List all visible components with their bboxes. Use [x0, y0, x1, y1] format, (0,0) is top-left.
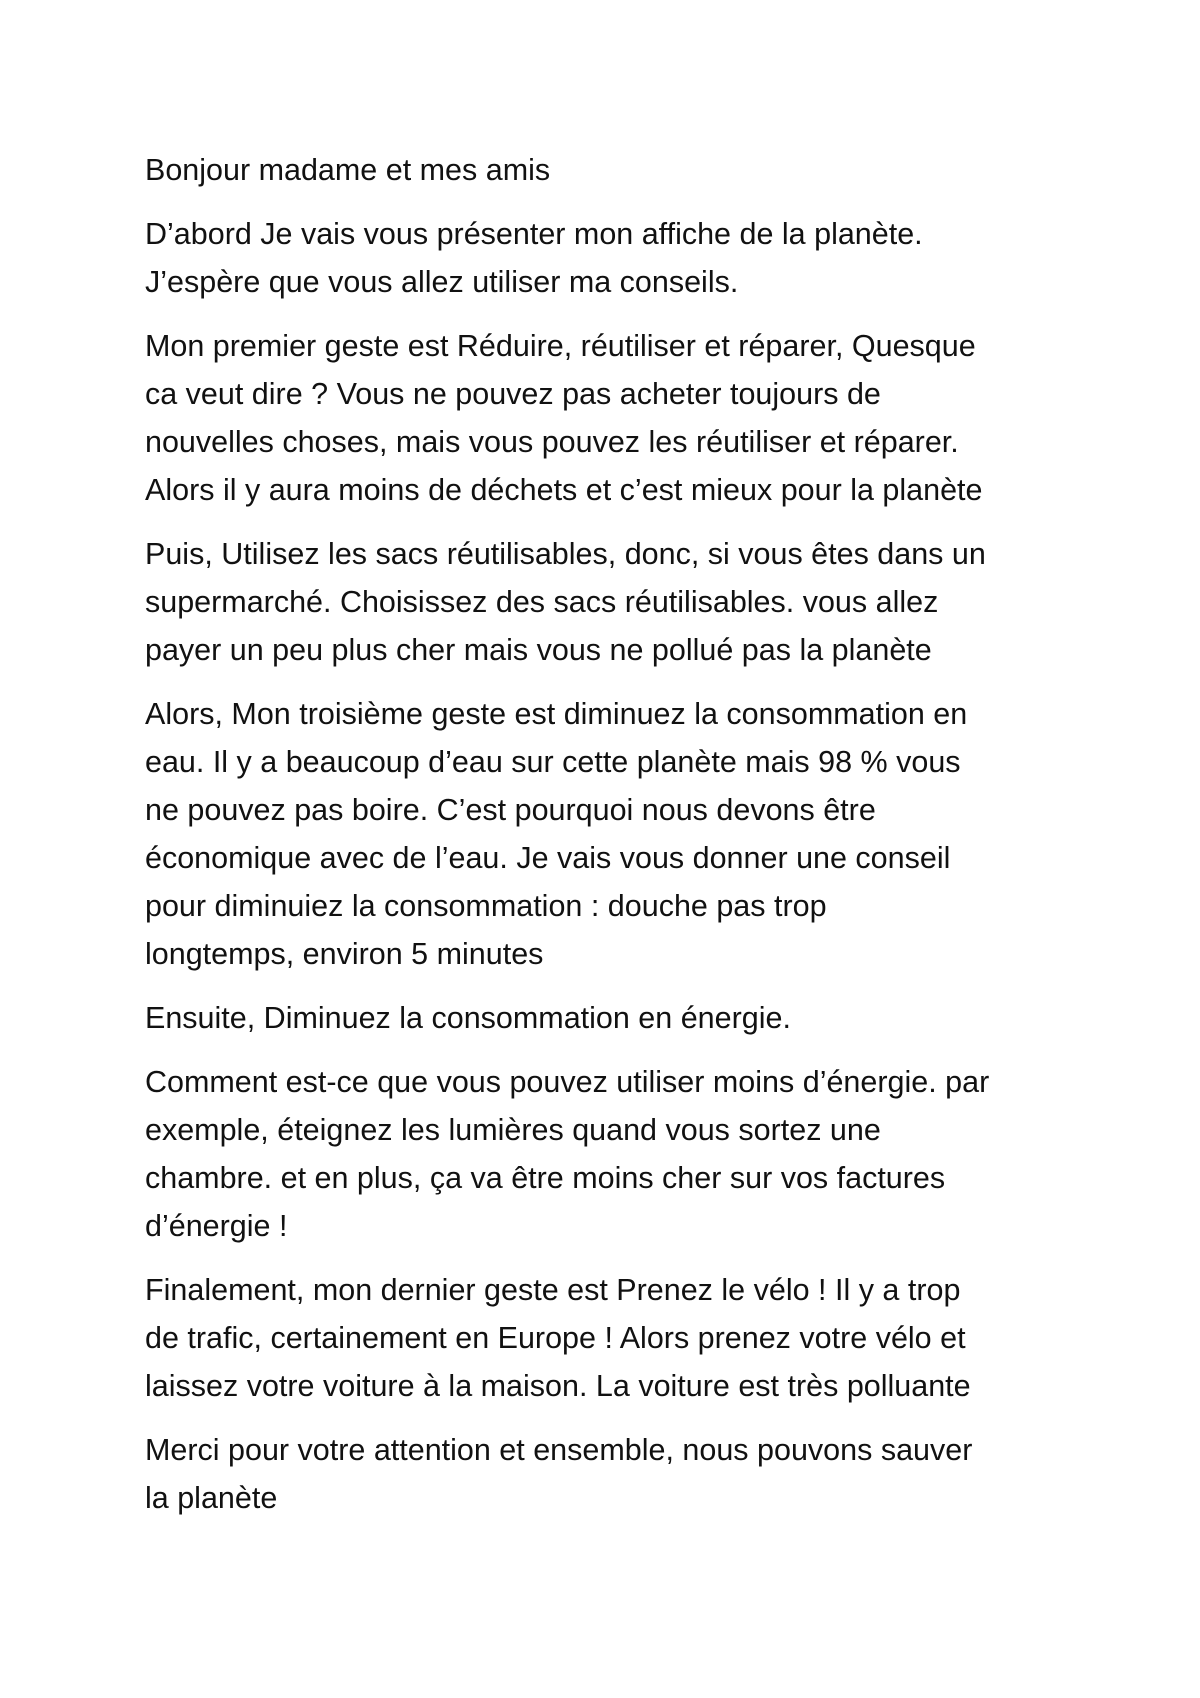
text-line: de trafic, certainement en Europe ! Alors prenez votre vélo et: [145, 1321, 966, 1355]
text-line: nouvelles choses, mais vous pouvez les réutiliser et réparer.: [145, 425, 959, 459]
text-line: Merci pour votre attention et ensemble, nous pouvons sauver: [145, 1433, 973, 1467]
text-line: supermarché. Choisissez des sacs réutilisables. vous allez: [145, 585, 939, 619]
text-line: économique avec de l’eau. Je vais vous donner une conseil: [145, 841, 951, 875]
text-line: D’abord Je vais vous présenter mon affiche de la planète.: [145, 217, 923, 251]
text-line: laissez votre voiture à la maison. La voiture est très polluante: [145, 1369, 971, 1403]
text-line: payer un peu plus cher mais vous ne pollué pas la planète: [145, 633, 932, 667]
paragraph-closing: [145, 1426, 1090, 1522]
text-line: Ensuite, Diminuez la consommation en énergie.: [145, 1001, 791, 1035]
text-line: Alors, Mon troisième geste est diminuez la consommation en: [145, 697, 968, 731]
text-line: Alors il y aura moins de déchets et c’est mieux pour la planète: [145, 473, 983, 507]
paragraph-water: [145, 690, 1090, 978]
text-line: exemple, éteignez les lumières quand vous sortez une: [145, 1113, 881, 1147]
text-line: ne pouvez pas boire. C’est pourquoi nous devons être: [145, 793, 876, 827]
text-line: Comment est-ce que vous pouvez utiliser moins d’énergie. par: [145, 1065, 990, 1099]
paragraph-greeting: [145, 146, 1090, 194]
text-line: longtemps, environ 5 minutes: [145, 937, 544, 971]
paragraph-reusable-bags: [145, 530, 1090, 674]
text-line: ca veut dire ? Vous ne pouvez pas acheter toujours de: [145, 377, 881, 411]
text-line: J’espère que vous allez utiliser ma conseils.: [145, 265, 739, 299]
document-body: [145, 146, 1090, 1538]
text-line: Mon premier geste est Réduire, réutiliser et réparer, Quesque: [145, 329, 976, 363]
paragraph-bicycle: [145, 1266, 1090, 1410]
text-line: eau. Il y a beaucoup d’eau sur cette planète mais 98 % vous: [145, 745, 961, 779]
text-line: Finalement, mon dernier geste est Prenez le vélo ! Il y a trop: [145, 1273, 961, 1307]
text-line: Bonjour madame et mes amis: [145, 153, 551, 187]
text-line: pour diminuiez la consommation : douche pas trop: [145, 889, 827, 923]
text-line: Puis, Utilisez les sacs réutilisables, donc, si vous êtes dans un: [145, 537, 986, 571]
text-line: chambre. et en plus, ça va être moins cher sur vos factures: [145, 1161, 946, 1195]
paragraph-introduction: [145, 210, 1090, 306]
paragraph-first-gesture: [145, 322, 1090, 514]
paragraph-energy: [145, 1058, 1090, 1250]
text-line: la planète: [145, 1481, 278, 1515]
paragraph-energy-heading: [145, 994, 1090, 1042]
text-line: d’énergie !: [145, 1209, 288, 1243]
